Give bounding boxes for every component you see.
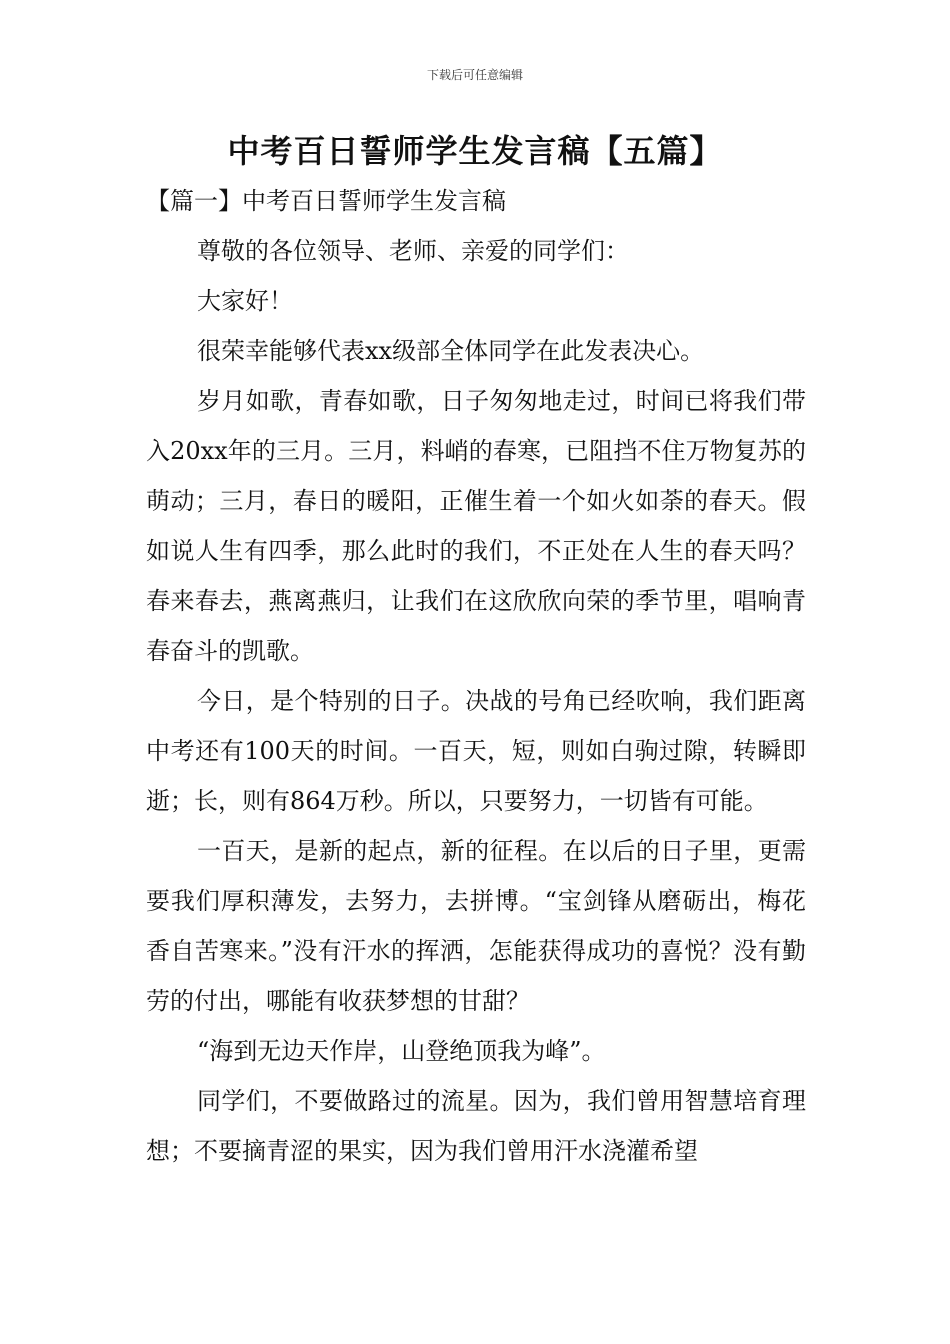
- header-note: 下载后可任意编辑: [426, 68, 523, 82]
- intro-paragraph: 很荣幸能够代表xx级部全体同学在此发表决心。: [197, 337, 705, 365]
- body-paragraph: 一百天，是新的起点，新的征程。在以后的日子里，更需要我们厚积薄发，去努力，去拼博。“宝剑锋从磨砺出，梅花香自苦寒来。”没有汗水的挥洒，怎能获得成功的喜悦？没有勤劳的付出，哪能有收获梦想的甘甜？: [146, 837, 806, 1015]
- document-body: [146, 176, 806, 1176]
- section-heading: 【篇一】中考百日誓师学生发言稿: [146, 187, 506, 215]
- quote-paragraph: “海到无边天作岸，山登绝顶我为峰”。: [197, 1037, 606, 1065]
- body-paragraph: 今日，是个特别的日子。决战的号角已经吹响，我们距离中考还有100天的时间。一百天，短，则如白驹过隙，转瞬即逝；长，则有864万秒。所以，只要努力，一切皆有可能。: [146, 687, 806, 815]
- body-paragraph: 岁月如歌，青春如歌，日子匆匆地走过，时间已将我们带入20xx年的三月。三月，料峭的春寒，已阻挡不住万物复苏的萌动；三月，春日的暖阳，正催生着一个如火如荼的春天。假如说人生有四季，那么此时的我们，不正处在人生的春天吗？春来春去，燕离燕归，让我们在这欣欣向荣的季节里，唱响青春奋斗的凯歌。: [146, 387, 806, 665]
- salutation-paragraph: 尊敬的各位领导、老师、亲爱的同学们：: [197, 237, 629, 265]
- document-title: 中考百日誓师学生发言稿【五篇】: [227, 132, 723, 170]
- greeting-paragraph: 大家好！: [197, 287, 293, 315]
- body-paragraph: 同学们，不要做路过的流星。因为，我们曾用智慧培育理想；不要摘青涩的果实，因为我们曾用汗水浇灌希望: [146, 1087, 806, 1165]
